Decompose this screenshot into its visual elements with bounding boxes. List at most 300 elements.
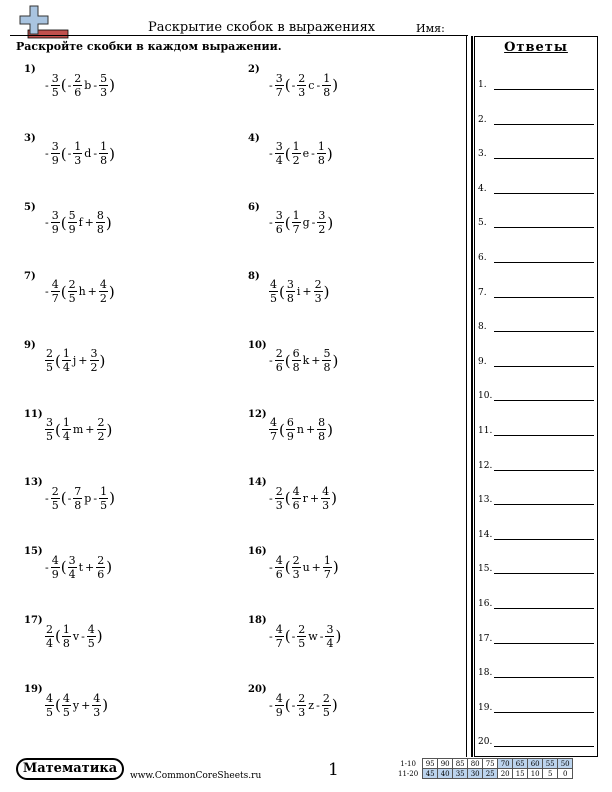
denominator: 6 (275, 223, 283, 237)
denominator: 3 (314, 292, 322, 306)
fraction (322, 347, 331, 374)
fraction (62, 623, 71, 650)
denominator: 3 (275, 498, 283, 512)
parenthesis: ) (332, 76, 339, 94)
numerator: 3 (51, 209, 59, 223)
denominator: 2 (90, 361, 98, 375)
numerator: 1 (292, 209, 300, 223)
parenthesis: ( (60, 558, 67, 577)
problem-expression (44, 277, 115, 307)
answer-row[interactable] (478, 357, 594, 371)
fraction (292, 140, 301, 167)
parenthesis: ( (284, 558, 291, 577)
fraction (73, 485, 82, 512)
numerator: 1 (100, 140, 108, 154)
parenthesis: ( (284, 144, 291, 163)
answer-line[interactable] (494, 539, 594, 540)
operator: - (291, 629, 296, 643)
parenthesis: ( (284, 489, 291, 508)
answer-number: 17. (478, 633, 493, 644)
variable: j (72, 354, 77, 368)
numerator: 2 (298, 71, 306, 85)
answer-row[interactable] (478, 461, 594, 475)
operator: - (45, 560, 49, 574)
answer-line[interactable] (494, 124, 594, 125)
fraction (99, 485, 108, 512)
score-row-label: 1-10 (400, 759, 416, 768)
problem-expression (268, 346, 338, 376)
score-row (396, 759, 573, 769)
column-divider-thick (471, 36, 473, 757)
fraction (292, 554, 301, 581)
numerator: 1 (323, 553, 331, 567)
problem-number: 17) (24, 615, 43, 627)
operator: + (305, 423, 316, 436)
score-cell: 40 (438, 769, 453, 779)
score-cell: 30 (468, 769, 483, 779)
fraction (45, 416, 54, 443)
answer-row[interactable] (478, 115, 594, 129)
fraction (99, 278, 108, 305)
problem-expression (44, 621, 103, 651)
answer-row[interactable] (478, 184, 594, 198)
operator: - (316, 78, 321, 92)
numerator: 2 (322, 691, 330, 705)
fraction (275, 692, 284, 719)
denominator: 6 (97, 567, 105, 581)
operator: - (311, 216, 316, 230)
problem-number: 10) (248, 339, 267, 351)
answer-row[interactable] (478, 218, 594, 232)
answer-number: 3. (478, 149, 487, 160)
denominator: 3 (298, 705, 306, 719)
fraction (68, 554, 77, 581)
problem-expression (268, 70, 338, 100)
site-url[interactable]: www.CommonCoreSheets.ru (130, 771, 262, 781)
answer-line[interactable] (494, 470, 594, 471)
numerator: 3 (275, 71, 283, 85)
fraction (322, 692, 331, 719)
numerator: 1 (317, 140, 325, 154)
parenthesis: ( (284, 213, 291, 232)
parenthesis: ) (96, 627, 103, 646)
answer-row[interactable] (478, 149, 594, 163)
fraction (292, 485, 301, 512)
answer-number: 5. (478, 218, 487, 229)
numerator: 4 (51, 278, 59, 292)
parenthesis: ) (102, 696, 109, 715)
parenthesis: ) (331, 489, 337, 508)
answer-line[interactable] (494, 712, 594, 713)
fraction (51, 209, 60, 236)
numerator: 1 (62, 347, 70, 361)
fraction (275, 347, 284, 374)
denominator: 5 (51, 498, 59, 512)
operator: - (291, 78, 296, 92)
numerator: 6 (286, 416, 294, 429)
denominator: 6 (275, 567, 283, 581)
answer-number: 8. (478, 322, 487, 333)
numerator: 5 (68, 209, 76, 223)
score-cell: 35 (453, 769, 468, 779)
fraction (286, 278, 295, 305)
problem-expression (268, 552, 339, 582)
operator: - (93, 147, 98, 161)
problem-expression (44, 552, 112, 582)
problem-expression (44, 415, 112, 445)
variable: f (78, 216, 83, 230)
operator: - (45, 491, 49, 505)
fraction (99, 140, 108, 167)
fraction (68, 278, 77, 305)
numerator: 1 (292, 140, 300, 154)
denominator: 6 (275, 361, 283, 375)
problem-expression (44, 483, 115, 513)
answer-row[interactable] (478, 599, 594, 613)
fraction (51, 485, 60, 512)
fraction (292, 347, 301, 374)
denominator: 9 (51, 223, 59, 237)
answer-number: 18. (478, 668, 493, 679)
parenthesis: ( (284, 627, 291, 646)
problem-expression (44, 139, 115, 169)
parenthesis: ) (335, 627, 342, 646)
operator: + (302, 285, 312, 299)
answer-number: 20. (478, 737, 493, 748)
answer-row[interactable] (478, 634, 594, 648)
answer-row[interactable] (478, 80, 594, 94)
fraction (323, 554, 332, 581)
problem-expression (44, 346, 105, 376)
fraction (51, 72, 60, 99)
fraction (90, 347, 99, 374)
parenthesis: ( (284, 76, 291, 94)
answer-line[interactable] (494, 89, 594, 90)
answer-row[interactable] (478, 668, 594, 682)
answer-line[interactable] (494, 435, 594, 436)
operator: + (85, 423, 95, 436)
denominator: 9 (275, 705, 283, 719)
fraction (51, 278, 60, 305)
numerator: 3 (326, 622, 334, 636)
numerator: 3 (275, 209, 283, 223)
fraction (275, 140, 284, 167)
parenthesis: ( (60, 76, 67, 94)
problem-number: 8) (248, 270, 260, 282)
denominator: 5 (46, 705, 53, 719)
denominator: 4 (68, 567, 76, 581)
operator: - (81, 629, 85, 643)
answer-row[interactable] (478, 288, 594, 302)
numerator: 4 (46, 691, 53, 705)
fraction (275, 72, 284, 99)
fraction (286, 416, 295, 443)
parenthesis: ) (327, 213, 334, 232)
denominator: 4 (326, 636, 334, 650)
denominator: 8 (286, 292, 294, 306)
column-divider (466, 36, 467, 757)
denominator: 2 (318, 223, 326, 237)
numerator: 4 (51, 553, 59, 567)
answer-line[interactable] (494, 608, 594, 609)
numerator: 1 (62, 416, 70, 429)
operator: - (67, 491, 72, 505)
operator: - (93, 78, 98, 92)
variable: m (72, 423, 84, 436)
score-cell: 50 (558, 759, 573, 769)
answer-row[interactable] (478, 564, 594, 578)
parenthesis: ) (327, 420, 334, 439)
answer-line[interactable] (494, 193, 594, 194)
operator: - (269, 629, 273, 643)
fraction (87, 623, 96, 650)
denominator: 8 (292, 361, 300, 375)
operator: - (269, 147, 273, 161)
variable: h (78, 285, 86, 299)
problem-expression (44, 690, 108, 720)
operator: - (291, 698, 296, 712)
parenthesis: ( (284, 696, 291, 715)
score-cell: 5 (543, 769, 558, 779)
numerator: 2 (298, 622, 306, 636)
denominator: 3 (93, 705, 101, 719)
numerator: 4 (99, 278, 107, 292)
worksheet-title: Раскрытие скобок в выражениях (148, 20, 376, 35)
fraction (99, 72, 108, 99)
denominator: 3 (292, 567, 300, 581)
fraction (321, 485, 330, 512)
score-row-label: 11-20 (398, 769, 419, 778)
score-cell: 70 (498, 759, 513, 769)
numerator: 3 (318, 209, 326, 223)
denominator: 4 (46, 636, 53, 650)
numerator: 4 (275, 691, 283, 705)
denominator: 7 (51, 292, 59, 306)
denominator: 5 (46, 361, 53, 375)
denominator: 3 (298, 85, 306, 99)
numerator: 4 (270, 278, 277, 292)
score-cell: 75 (483, 759, 498, 769)
numerator: 3 (46, 416, 53, 429)
fraction (275, 623, 284, 650)
operator: + (78, 354, 88, 368)
score-row (396, 769, 573, 779)
answer-line[interactable] (494, 262, 594, 263)
numerator: 1 (62, 622, 70, 636)
operator: - (269, 78, 273, 92)
answer-line[interactable] (494, 227, 594, 228)
parenthesis: ( (60, 282, 67, 301)
denominator: 5 (51, 85, 59, 99)
operator: - (45, 78, 49, 92)
denominator: 5 (270, 292, 277, 306)
numerator: 4 (93, 691, 101, 705)
variable: n (296, 423, 304, 436)
variable: p (84, 491, 92, 505)
answer-row[interactable] (478, 737, 594, 751)
problem-expression (44, 208, 112, 238)
numerator: 4 (322, 484, 330, 498)
denominator: 8 (100, 154, 108, 168)
answer-row[interactable] (478, 253, 594, 267)
numerator: 2 (292, 553, 300, 567)
operator: + (87, 285, 97, 299)
denominator: 7 (275, 85, 283, 99)
variable: y (72, 698, 80, 712)
answer-line[interactable] (494, 297, 594, 298)
parenthesis: ( (279, 282, 285, 301)
answer-number: 16. (478, 599, 493, 609)
numerator: 4 (292, 484, 300, 498)
answer-row[interactable] (478, 391, 594, 405)
answer-key-title: Ответы (504, 40, 568, 55)
answer-line[interactable] (494, 677, 594, 678)
numerator: 3 (286, 278, 294, 292)
problem-number: 19) (24, 684, 43, 696)
fraction (97, 416, 106, 443)
denominator: 7 (323, 567, 331, 581)
problem-number: 18) (248, 615, 267, 627)
answer-number: 15. (478, 564, 493, 575)
denominator: 3 (100, 85, 108, 99)
problem-expression (268, 690, 338, 720)
numerator: 8 (96, 209, 104, 223)
variable: e (302, 147, 310, 161)
operator: - (269, 216, 273, 230)
problem-number: 20) (248, 684, 267, 696)
numerator: 1 (100, 484, 108, 498)
answer-number: 10. (478, 391, 493, 402)
answer-line[interactable] (494, 366, 594, 367)
answer-line[interactable] (494, 331, 594, 332)
denominator: 8 (62, 636, 70, 650)
fraction (51, 140, 60, 167)
denominator: 9 (51, 154, 59, 168)
numerator: 2 (46, 347, 53, 361)
problem-expression (268, 483, 337, 513)
parenthesis: ( (55, 696, 61, 715)
answer-number: 12. (478, 460, 493, 471)
parenthesis: ( (55, 351, 61, 370)
parenthesis: ( (284, 351, 291, 370)
problem-number: 4) (248, 132, 260, 144)
problem-expression (44, 70, 115, 100)
operator: - (93, 491, 98, 505)
numerator: 4 (62, 691, 70, 705)
problem-number: 3) (24, 132, 36, 144)
parenthesis: ) (106, 420, 113, 439)
problem-number: 6) (248, 201, 260, 213)
parenthesis: ( (60, 213, 67, 232)
numerator: 6 (292, 347, 300, 361)
problem-number: 16) (248, 546, 267, 558)
answer-row[interactable] (478, 530, 594, 544)
answer-line[interactable] (494, 504, 594, 505)
answer-row[interactable] (478, 495, 594, 509)
denominator: 8 (317, 154, 325, 168)
numerator: 3 (51, 71, 59, 85)
denominator: 5 (298, 636, 306, 650)
fraction (275, 209, 284, 236)
numerator: 5 (100, 71, 108, 85)
problem-expression (268, 139, 333, 169)
denominator: 4 (275, 154, 283, 168)
score-cell: 60 (528, 759, 543, 769)
parenthesis: ) (108, 282, 115, 301)
fraction (62, 692, 71, 719)
operator: - (316, 698, 320, 712)
parenthesis: ( (279, 420, 285, 439)
answer-row[interactable] (478, 426, 594, 440)
operator: - (311, 147, 315, 161)
operator: - (269, 354, 273, 368)
operator: - (319, 629, 324, 643)
parenthesis: ) (106, 558, 113, 577)
numerator: 8 (318, 416, 326, 429)
answer-line[interactable] (494, 158, 594, 159)
fraction (62, 416, 71, 443)
parenthesis: ) (109, 76, 115, 94)
answer-row[interactable] (478, 703, 594, 717)
denominator: 5 (68, 292, 76, 306)
denominator: 9 (51, 567, 59, 581)
numerator: 5 (323, 347, 331, 361)
numerator: 2 (275, 347, 283, 361)
score-cell: 25 (483, 769, 498, 779)
answer-line[interactable] (494, 746, 594, 747)
denominator: 3 (74, 154, 82, 168)
problem-number: 13) (24, 477, 43, 489)
fraction (73, 140, 82, 167)
answer-line[interactable] (494, 400, 594, 401)
answer-number: 19. (478, 702, 493, 713)
answer-row[interactable] (478, 322, 594, 336)
problem-number: 5) (24, 201, 36, 213)
score-cell: 20 (498, 769, 513, 779)
problem-number: 11) (24, 408, 43, 420)
fraction (269, 278, 278, 305)
problem-number: 1) (24, 64, 36, 75)
instructions: Раскройте скобки в каждом выражении. (16, 40, 282, 53)
variable: z (308, 698, 315, 712)
variable: k (302, 354, 310, 368)
operator: + (311, 354, 321, 368)
parenthesis: ( (60, 144, 67, 163)
parenthesis: ( (55, 627, 61, 646)
denominator: 7 (275, 636, 283, 650)
numerator: 2 (68, 278, 76, 292)
answer-line[interactable] (494, 643, 594, 644)
variable: v (72, 629, 80, 643)
fraction (292, 209, 301, 236)
fraction (317, 140, 326, 167)
variable: d (84, 147, 92, 161)
denominator: 2 (292, 154, 300, 168)
parenthesis: ) (109, 489, 115, 508)
fraction (322, 72, 331, 99)
problem-expression (268, 277, 329, 307)
problem-expression (268, 621, 341, 651)
answer-line[interactable] (494, 573, 594, 574)
problem-number: 9) (24, 339, 36, 351)
numerator: 2 (97, 416, 105, 429)
denominator: 8 (74, 498, 82, 512)
numerator: 7 (74, 484, 82, 498)
denominator: 8 (323, 361, 331, 375)
answer-number: 13. (478, 495, 493, 506)
numerator: 2 (46, 622, 53, 636)
numerator: 3 (68, 553, 76, 567)
